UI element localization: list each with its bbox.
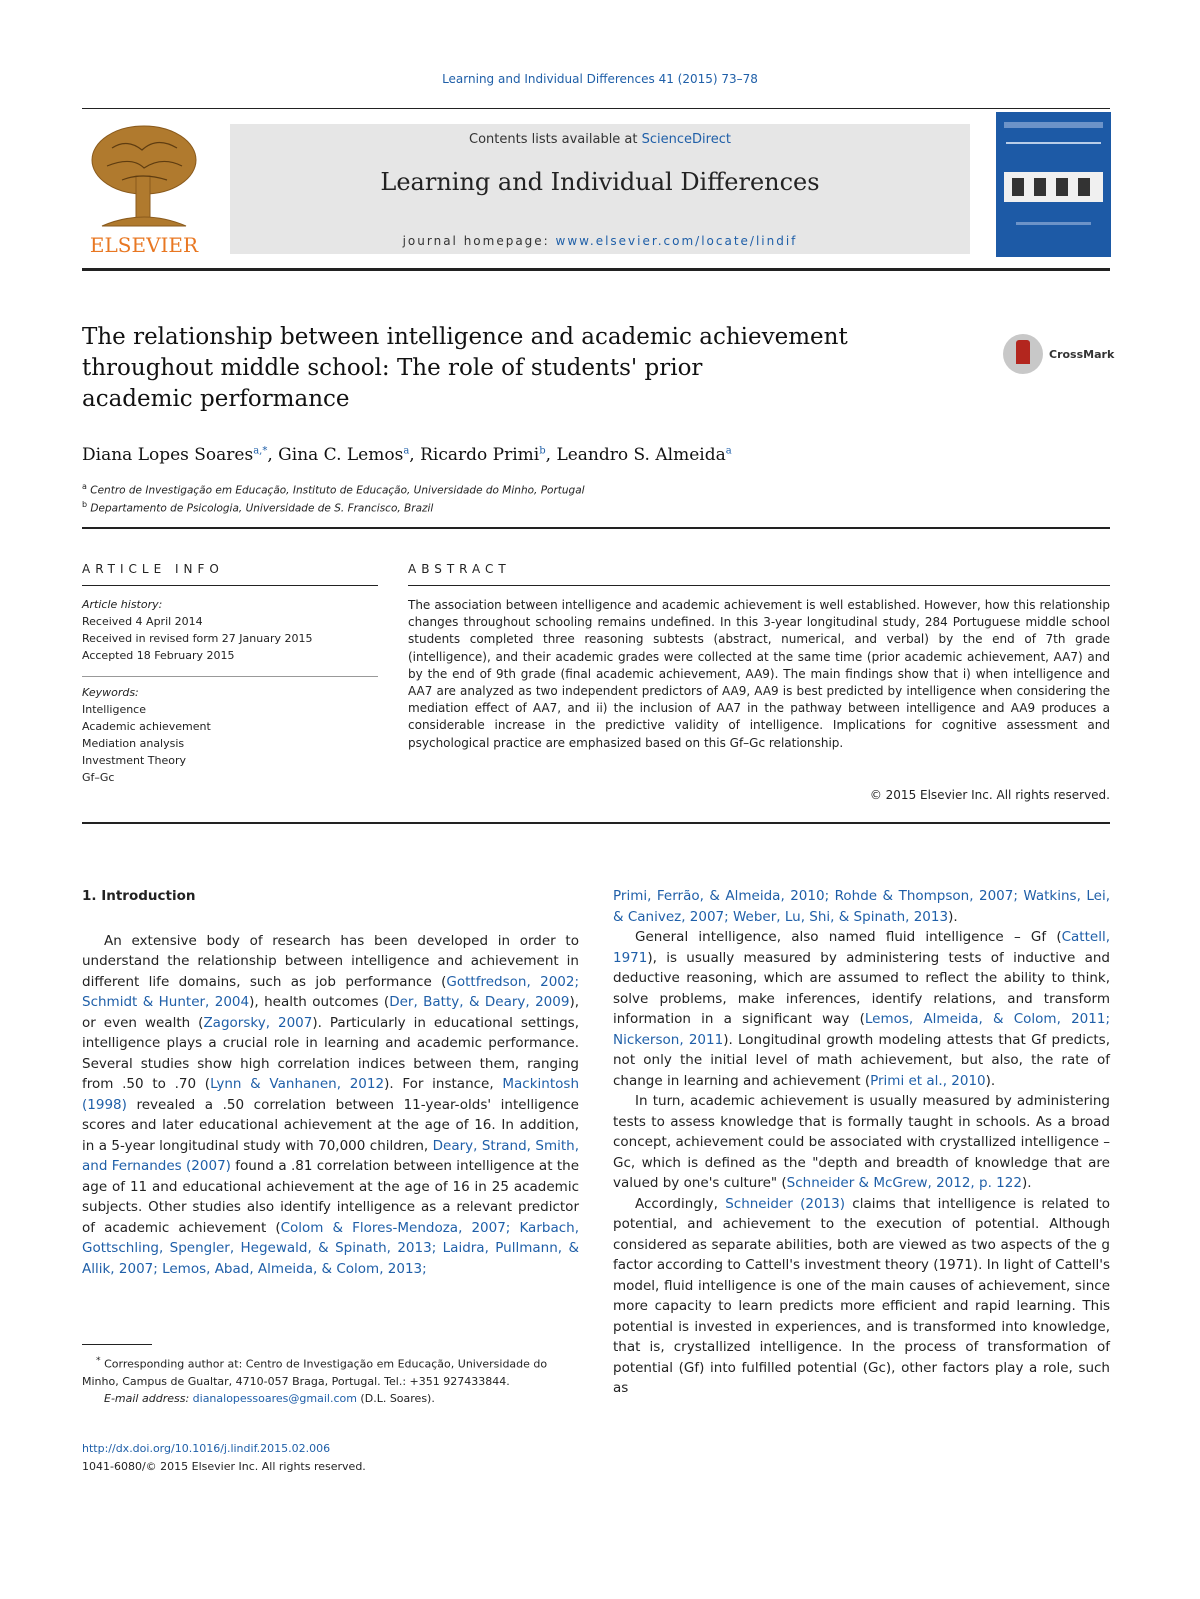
author: Diana Lopes Soares bbox=[82, 445, 254, 465]
publisher-wordmark: ELSEVIER bbox=[89, 233, 199, 257]
body-text: An extensive body of research has been developed in order to understand the relationship between intelligence and achievement in different life domains, such as job performance ( bbox=[82, 932, 579, 990]
keywords-divider bbox=[82, 676, 378, 677]
citation-link[interactable]: Gottfredson, 2002; Schmidt & Hunter, 2004 bbox=[82, 973, 580, 1010]
abstract-text: The association between intelligence and academic achievement is well established. However, how this relationship changes throughout schooling remains undefined. In this 3-year longitudinal study, 284 Portuguese middle school students completed three reasoning subtests (abstract, numerical, and verbal) by the end of 7th grade (intelligence), and their academic grades were collected at the same time (prior academic achievement, AA7) and by the end of 9th grade (final academic achievement, AA9). The main findings show that i) when intelligence and AA7 are analyzed as two independent predictors of AA9, AA9 is best predicted by intelligence when considering the mediation effect of AA7, and ii) the inclusion of AA7 in the pathway between intelligence and AA9 produces a considerable increase in the predictive validity of intelligence. Implications for cognitive assessment and psychological practice are emphasized based on this Gf–Gc relationship. bbox=[408, 598, 1110, 750]
citation-link[interactable]: Lemos, Almeida, & Colom, 2011; Nickerson, 2011 bbox=[613, 1011, 1110, 1048]
contents-line: Contents lists available at ScienceDirect bbox=[469, 132, 731, 147]
article-info-heading: ARTICLE INFO bbox=[82, 562, 224, 576]
body-text: ). Particularly in educational settings, intelligence plays a crucial role in learning and academic performance. Several studies show high correlation indices between them, ranging from .50 to .70 ( bbox=[82, 1014, 580, 1092]
citation-link[interactable]: Deary, Strand, Smith, and Fernandes (2007) bbox=[82, 1137, 579, 1174]
keyword: Mediation analysis bbox=[82, 737, 185, 750]
citation-link[interactable]: Schneider (2013) bbox=[725, 1195, 845, 1212]
info-rule bbox=[82, 585, 378, 586]
keyword: Academic achievement bbox=[82, 720, 211, 733]
keyword: Gf–Gc bbox=[82, 771, 115, 784]
intro-paragraph-4 bbox=[613, 1194, 1110, 1399]
citation-link[interactable]: Der, Batty, & Deary, 2009 bbox=[389, 994, 570, 1010]
doi-link[interactable]: http://dx.doi.org/10.1016/j.lindif.2015.02.006 bbox=[82, 1442, 331, 1455]
journal-homepage: journal homepage: www.elsevier.com/locate/lindif bbox=[402, 234, 798, 248]
intro-paragraph-1 bbox=[82, 931, 579, 1280]
author: Leandro S. Almeida bbox=[556, 445, 726, 465]
keyword: Intelligence bbox=[82, 703, 147, 716]
citation-link[interactable]: Primi et al., 2010 bbox=[870, 1072, 986, 1089]
intro-paragraph-2 bbox=[613, 927, 1110, 1091]
authors-rule bbox=[82, 527, 1110, 529]
citation-link[interactable]: Zagorsky, 2007 bbox=[203, 1014, 313, 1031]
journal-title: Learning and Individual Differences bbox=[380, 168, 820, 196]
abstract-copyright: © 2015 Elsevier Inc. All rights reserved. bbox=[869, 788, 1110, 802]
body-text: In turn, academic achievement is usually measured by administering tests to assess knowledge that is formally taught in schools. As a broad concept, achievement could be associated with crystallized intelligence – Gc, which is defined as the "depth and breadth of knowledge that are valued by one's culture" ( bbox=[613, 1093, 1110, 1191]
section-heading: 1. Introduction bbox=[82, 888, 196, 904]
author: Gina C. Lemos bbox=[278, 445, 404, 465]
citation-link[interactable]: Lynn & Vanhanen, 2012 bbox=[210, 1076, 385, 1092]
header-rule bbox=[82, 108, 1110, 109]
abstract-heading: ABSTRACT bbox=[408, 562, 511, 576]
body-text: ). Longitudinal growth modeling attests that Gf predicts, not only the initial level of math achievement, but also, the rate of change in learning and achievement ( bbox=[613, 1031, 1110, 1089]
body-text: found a .81 correlation between intelligence at the age of 11 and educational achievement at the age of 16 in 25 academic subjects. Other studies also identify intelligence as a relevant predictor of academic achievement ( bbox=[82, 1158, 580, 1236]
affiliation-a: $^a$ Centro de Investigação em Educação, Instituto de Educação, Universidade do Minho, Portugal bbox=[82, 482, 585, 497]
body-text: General intelligence, also named fluid intelligence – Gf ( bbox=[635, 929, 1062, 945]
issn-line: 1041-6080/© 2015 Elsevier Inc. All rights reserved. bbox=[82, 1460, 366, 1473]
affiliation-b: $^b$ Departamento de Psicologia, Universidade de S. Francisco, Brazil bbox=[82, 500, 434, 515]
banner-rule bbox=[82, 268, 1110, 271]
journal-cover-thumbnail[interactable] bbox=[996, 112, 1111, 257]
body-text: ). bbox=[985, 1072, 996, 1089]
sciencedirect-link[interactable]: ScienceDirect bbox=[641, 132, 731, 147]
body-text: revealed a .50 correlation between 11-year-olds' intelligence scores and later educational achievement at the age of 16. In addition, in a 5-year longitudinal study with 70,000 children, bbox=[82, 1096, 579, 1154]
homepage-link[interactable]: www.elsevier.com/locate/lindif bbox=[555, 234, 798, 248]
author-list: Diana Lopes Soares$^{a,*}$, Gina C. Lemos$^a$, Ricardo Primi$^b$, Leandro S. Almeida$^a$ bbox=[82, 445, 732, 465]
citation-link[interactable]: Primi, Ferrão, & Almeida, 2010; Rohde & Thompson, 2007; Watkins, Lei, & Canivez, 2007; Weber, Lu, Shi, & Spinath, 2013 bbox=[613, 888, 1110, 925]
citation-link[interactable]: Mackintosh (1998) bbox=[82, 1076, 580, 1113]
body-text: Accordingly, bbox=[635, 1195, 726, 1212]
journal-reference[interactable]: Learning and Individual Differences 41 (2015) 73–78 bbox=[442, 72, 758, 86]
crossmark-icon bbox=[1003, 334, 1043, 374]
corresponding-author-footnote: * Corresponding author at: Centro de Investigação em Educação, Universidade do Minho, Campus de Gualtar, 4710-057 Braga, Portugal. Tel.: +351 927433844. E-mail address: dianalopessoares@gmail.com (D.L. Soares). bbox=[82, 1352, 579, 1407]
citation-link[interactable]: Schneider & McGrew, 2012, p. 122 bbox=[786, 1175, 1022, 1191]
body-text: ). bbox=[948, 908, 958, 925]
citation-link[interactable]: Colom & Flores-Mendoza, 2007; Karbach, Gottschling, Spengler, Hegewald, & Spinath, 2013; Laidra, Pullmann, & Allik, 2007; Lemos, Abad, Almeida, & Colom, 2013; bbox=[82, 1219, 579, 1277]
body-text: ), health outcomes ( bbox=[249, 994, 390, 1010]
right-column bbox=[613, 886, 1110, 1399]
abstract-bottom-rule bbox=[82, 822, 1110, 824]
doi-block bbox=[82, 1440, 366, 1476]
body-text: ), is usually measured by administering tests of inductive and deductive reasoning, which are assumed to reflect the ability to think, solve problems, make inferences, identify relations, and transform information in a significant way ( bbox=[613, 949, 1110, 1027]
body-text: claims that intelligence is related to potential, and achievement to the execution of potential. Although considered as separate abilities, both are viewed as two aspects of the g factor according to Cattell's investment theory (1971). In light of Cattell's model, fluid intelligence is one of the main causes of achievement, since more capacity to learn predicts more efficient and rapid learning. This potential is invested in experiences, and is transformed into knowledge, that is, crystallized intelligence. In the process of transformation of potential (Gf) into fulfilled potential (Gc), other factors play a role, such as bbox=[613, 1195, 1110, 1396]
author-email-link[interactable]: dianalopessoares@gmail.com bbox=[192, 1391, 357, 1405]
elsevier-tree-logo bbox=[82, 118, 207, 258]
left-column bbox=[82, 886, 579, 1279]
author: Ricardo Primi bbox=[420, 445, 540, 465]
body-text: ). bbox=[1021, 1175, 1032, 1191]
body-text: ). For instance, bbox=[384, 1076, 503, 1092]
article-history: Article history: Received 4 April 2014 Received in revised form 27 January 2015 Accepted 18 February 2015 bbox=[82, 598, 313, 662]
intro-paragraph-1-continued bbox=[613, 886, 1110, 927]
citation-link[interactable]: Cattell, 1971 bbox=[613, 929, 1110, 966]
body-text: ), or even wealth ( bbox=[82, 994, 580, 1031]
journal-banner bbox=[230, 124, 970, 254]
article-title: The relationship between intelligence and academic achievement throughout middle school: The role of students' prior academic performance bbox=[82, 324, 848, 412]
intro-paragraph-3 bbox=[613, 1091, 1110, 1194]
keywords-block: Keywords: Intelligence Academic achievement Mediation analysis Investment Theory Gf–Gc bbox=[82, 686, 211, 784]
crossmark-badge[interactable]: CrossMark bbox=[1003, 334, 1114, 374]
abstract-rule bbox=[408, 585, 1110, 586]
keyword: Investment Theory bbox=[82, 754, 187, 767]
